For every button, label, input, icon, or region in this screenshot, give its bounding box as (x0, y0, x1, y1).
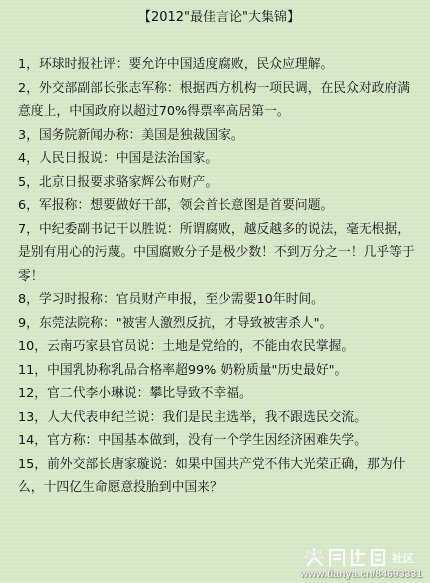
list-item (18, 335, 420, 359)
list-item (18, 429, 420, 453)
list-item (18, 124, 420, 148)
item-text: 中国乳协称乳品合格率超99% 奶粉质量"历史最好"。 (47, 362, 348, 378)
item-text: 人民日报说：中国是法治国家。 (38, 151, 219, 166)
svg-text:社区: 社区 (392, 553, 414, 565)
list-item (18, 312, 420, 336)
item-number: 8， (18, 292, 39, 307)
item-number: 15， (18, 456, 48, 472)
item-number: 6， (18, 198, 39, 213)
list-item (18, 171, 420, 195)
item-text: 官方称：中国基本做到，没有一个学生因经济困难失学。 (47, 433, 368, 448)
item-number: 10， (18, 339, 48, 354)
item-number: 13， (18, 409, 48, 425)
list-item (18, 194, 420, 218)
list-item (18, 453, 420, 500)
item-text: 外交部副部长张志军称：根据西方机构一项民调，在民众对政府满意度上，中国政府以超过70%得票率高居第一。 (18, 80, 411, 119)
list-item (18, 218, 420, 289)
item-text: 国务院新闻办称：美国是独裁国家。 (38, 127, 244, 143)
item-text: 官二代李小琳说：攀比导致不幸福。 (47, 386, 252, 401)
item-text: 前外交部长唐家璇说：如果中国共产党不伟大光荣正确，那为什么，十四亿生命愿意投胎到中国来？ (18, 456, 406, 495)
item-text: 中纪委副书记干以胜说：所谓腐败，越反越多的说法，毫无根据，是别有用心的污蔑。中国腐败分子是极少数！不到万分之一！几乎等于零！ (18, 221, 415, 284)
item-text: 环球时报社评：要允许中国适度腐败，民众应理解。 (38, 57, 334, 72)
item-number: 2， (18, 80, 39, 96)
quote-list (18, 53, 420, 500)
item-text: 军报称：想要做好干部，领会首长意图是首要问题。 (38, 198, 334, 213)
list-item (18, 147, 420, 171)
watermark-url: www.tianya.cn/84693331 (299, 568, 422, 580)
item-text: 东莞法院称："被害人激烈反抗，才导致被害杀人"。 (38, 315, 333, 331)
page-title: 【2012"最佳言论"大集锦】 (137, 10, 301, 25)
item-number: 11， (18, 362, 48, 378)
list-item (18, 53, 420, 77)
item-text: 云南巧家县官员说：土地是党给的，不能由农民掌握。 (47, 339, 355, 354)
item-number: 1， (18, 57, 39, 72)
list-item (18, 359, 420, 383)
item-number: 12， (18, 386, 48, 401)
list-item (18, 77, 420, 124)
list-item (18, 382, 420, 406)
item-number: 9， (18, 315, 39, 331)
list-item (18, 288, 420, 312)
item-number: 4， (18, 151, 39, 166)
item-number: 14， (18, 433, 48, 448)
item-text: 人大代表申纪兰说：我们是民主选举，我不跟选民交流。 (47, 409, 368, 425)
item-number: 7， (18, 221, 39, 237)
list-item (18, 406, 420, 430)
item-number: 5， (18, 174, 39, 190)
item-text: 学习时报称：官员财产申报，至少需要10年时间。 (38, 292, 324, 307)
item-number: 3， (18, 127, 39, 143)
item-text: 北京日报要求骆家辉公布财产。 (38, 174, 219, 190)
